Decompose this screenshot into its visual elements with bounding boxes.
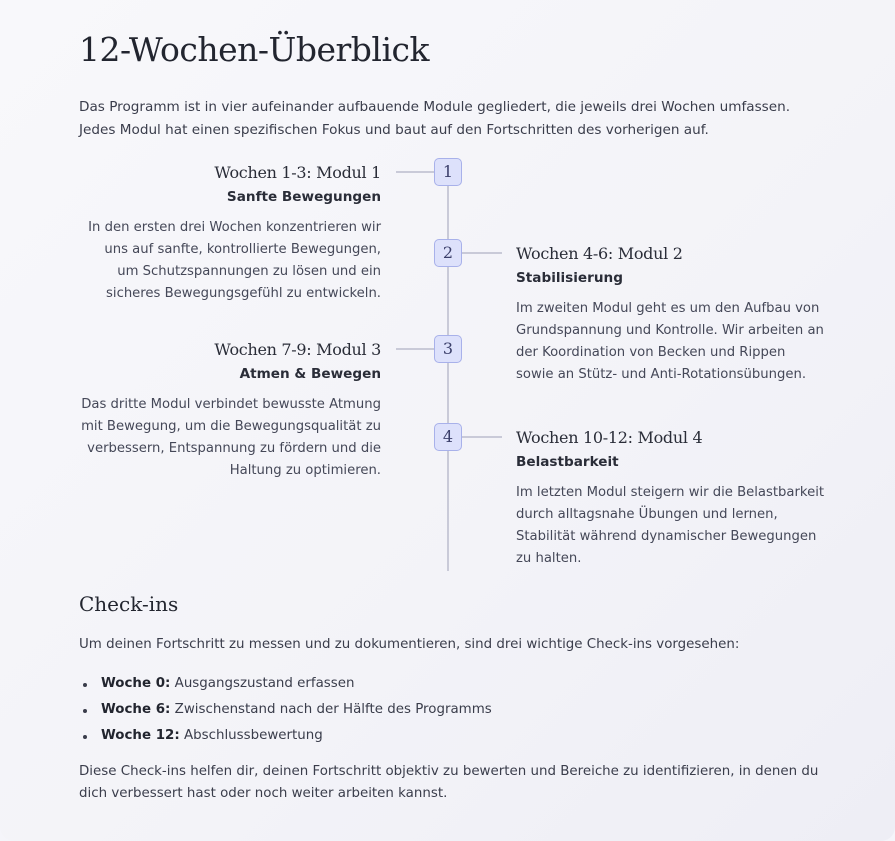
connector-2 [462, 252, 502, 254]
module-title: Wochen 4-6: Modul 2 [516, 244, 683, 263]
checkin-label: Woche 0: [101, 676, 171, 691]
checkins-list [79, 671, 492, 749]
connector-3 [396, 348, 434, 350]
module-title: Wochen 1-3: Modul 1 [214, 163, 381, 182]
module-card [516, 243, 826, 386]
list-item [79, 697, 492, 723]
list-item [79, 671, 492, 697]
module-subtitle: Sanfte Bewegungen [226, 189, 381, 205]
checkin-label: Woche 12: [101, 728, 180, 743]
module-number-badge: 4 [434, 423, 462, 451]
connector-1 [396, 171, 434, 173]
connector-4 [462, 436, 502, 438]
checkins-heading: Check-ins [79, 592, 179, 616]
module-number-badge: 2 [434, 239, 462, 267]
module-title: Wochen 7-9: Modul 3 [214, 340, 381, 359]
module-number-badge: 1 [434, 158, 462, 186]
module-description: In den ersten drei Wochen konzentrieren wir uns auf sanfte, kontrollierte Bewegungen, um Schutzspannungen zu lösen und ein sicheres Bewegungsgefühl zu entwickeln. [88, 220, 381, 301]
module-subtitle: Belastbarkeit [516, 454, 619, 470]
checkin-text: Abschlussbewertung [183, 728, 323, 743]
checkins-outro: Diese Check-ins helfen dir, deinen Fortschritt objektiv zu bewerten und Bereiche zu identifizieren, in denen du dich verbessert hast oder noch weiter arbeiten kannst. [79, 764, 819, 801]
module-card [516, 427, 826, 570]
module-title: Wochen 10-12: Modul 4 [516, 428, 703, 447]
module-description: Im letzten Modul steigern wir die Belastbarkeit durch alltagsnahe Übungen und lernen, Stabilität während dynamischer Bewegungen zu halten. [516, 485, 825, 566]
checkin-label: Woche 6: [101, 702, 171, 717]
module-number-badge: 3 [434, 335, 462, 363]
checkins-intro: Um deinen Fortschritt zu messen und zu dokumentieren, sind drei wichtige Check-ins vorgesehen: [79, 637, 740, 652]
checkin-text: Ausgangszustand erfassen [174, 676, 355, 691]
module-description: Das dritte Modul verbindet bewusste Atmung mit Bewegung, um die Bewegungsqualität zu verbessern, Entspannung zu fördern und die Haltung zu optimieren. [81, 397, 381, 478]
checkin-text: Zwischenstand nach der Hälfte des Programms [174, 702, 492, 717]
page-title: 12-Wochen-Überblick [79, 30, 430, 69]
list-item [79, 723, 492, 749]
module-description: Im zweiten Modul geht es um den Aufbau von Grundspannung und Kontrolle. Wir arbeiten an der Koordination von Becken und Rippen sowie an Stütz- und Anti-Rotationsübungen. [516, 301, 824, 382]
intro-text: Das Programm ist in vier aufeinander aufbauende Module gegliedert, die jeweils drei Wochen umfassen. Jedes Modul hat einen spezifischen Fokus und baut auf den Fortschritten des vorherigen auf. [79, 99, 791, 138]
module-card [81, 162, 381, 305]
module-subtitle: Stabilisierung [516, 270, 623, 286]
module-subtitle: Atmen & Bewegen [239, 366, 381, 382]
module-card [81, 339, 381, 482]
